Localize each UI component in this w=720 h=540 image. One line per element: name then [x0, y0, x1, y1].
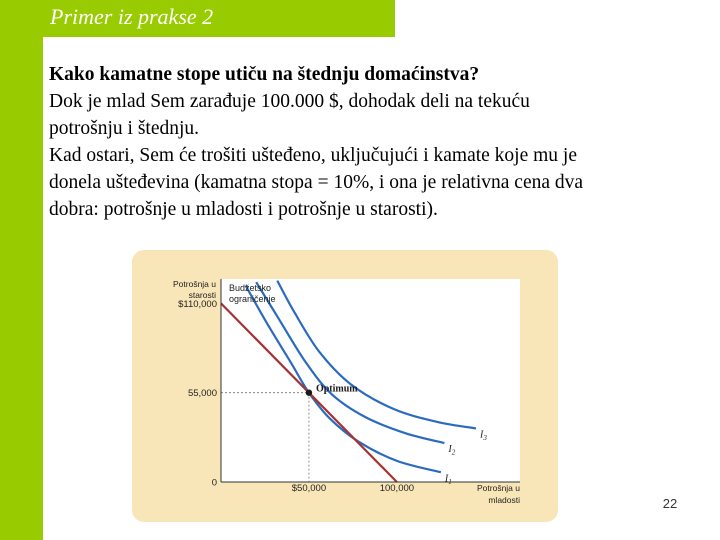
x-axis-label: Potrošnja u — [477, 483, 520, 493]
x-tick-label: $50,000 — [291, 483, 327, 494]
optimum-point — [306, 389, 312, 395]
y-axis-label: Potrošnja u — [173, 279, 216, 289]
body-line: dobra: potrošnje u mladosti i potrošnje u starosti). — [49, 199, 438, 220]
body-line: potrošnju i štednju. — [49, 118, 200, 139]
slide-title: Primer iz prakse 2 — [50, 4, 214, 29]
body-line: Kad ostari, Sem će trošiti ušteđeno, uključujući i kamate koje mu je — [49, 145, 577, 166]
page-number: 22 — [662, 496, 678, 511]
budget-constraint-label: ograničenje — [229, 294, 276, 304]
curve-label-i2: $I_2$ — [448, 444, 456, 457]
y-axis-label: starosti — [188, 290, 216, 300]
plot-area — [221, 279, 520, 482]
optimum-label: Optimum — [315, 383, 358, 395]
curve-label-i1: $I_1$ — [444, 473, 452, 486]
y-tick-label: 0 — [211, 477, 217, 489]
y-tick-label: $110,000 — [178, 298, 217, 310]
budget-constraint-label: Budžetsko — [229, 283, 272, 293]
body-line: donela ušteđevina (kamatna stopa = 10%, i ona je relativna cena dva — [49, 172, 584, 193]
x-tick-label: 100,000 — [379, 483, 415, 494]
y-tick-label: 55,000 — [187, 388, 217, 400]
curve-label-i3: $I_3$ — [480, 429, 487, 442]
body-line: Dok je mlad Sem zarađuje 100.000 $, dohodak deli na tekuću — [49, 91, 530, 112]
body-line-question: Kako kamatne stope utiču na štednju domaćinstva? — [49, 64, 480, 85]
x-axis-label: mladosti — [488, 495, 520, 505]
